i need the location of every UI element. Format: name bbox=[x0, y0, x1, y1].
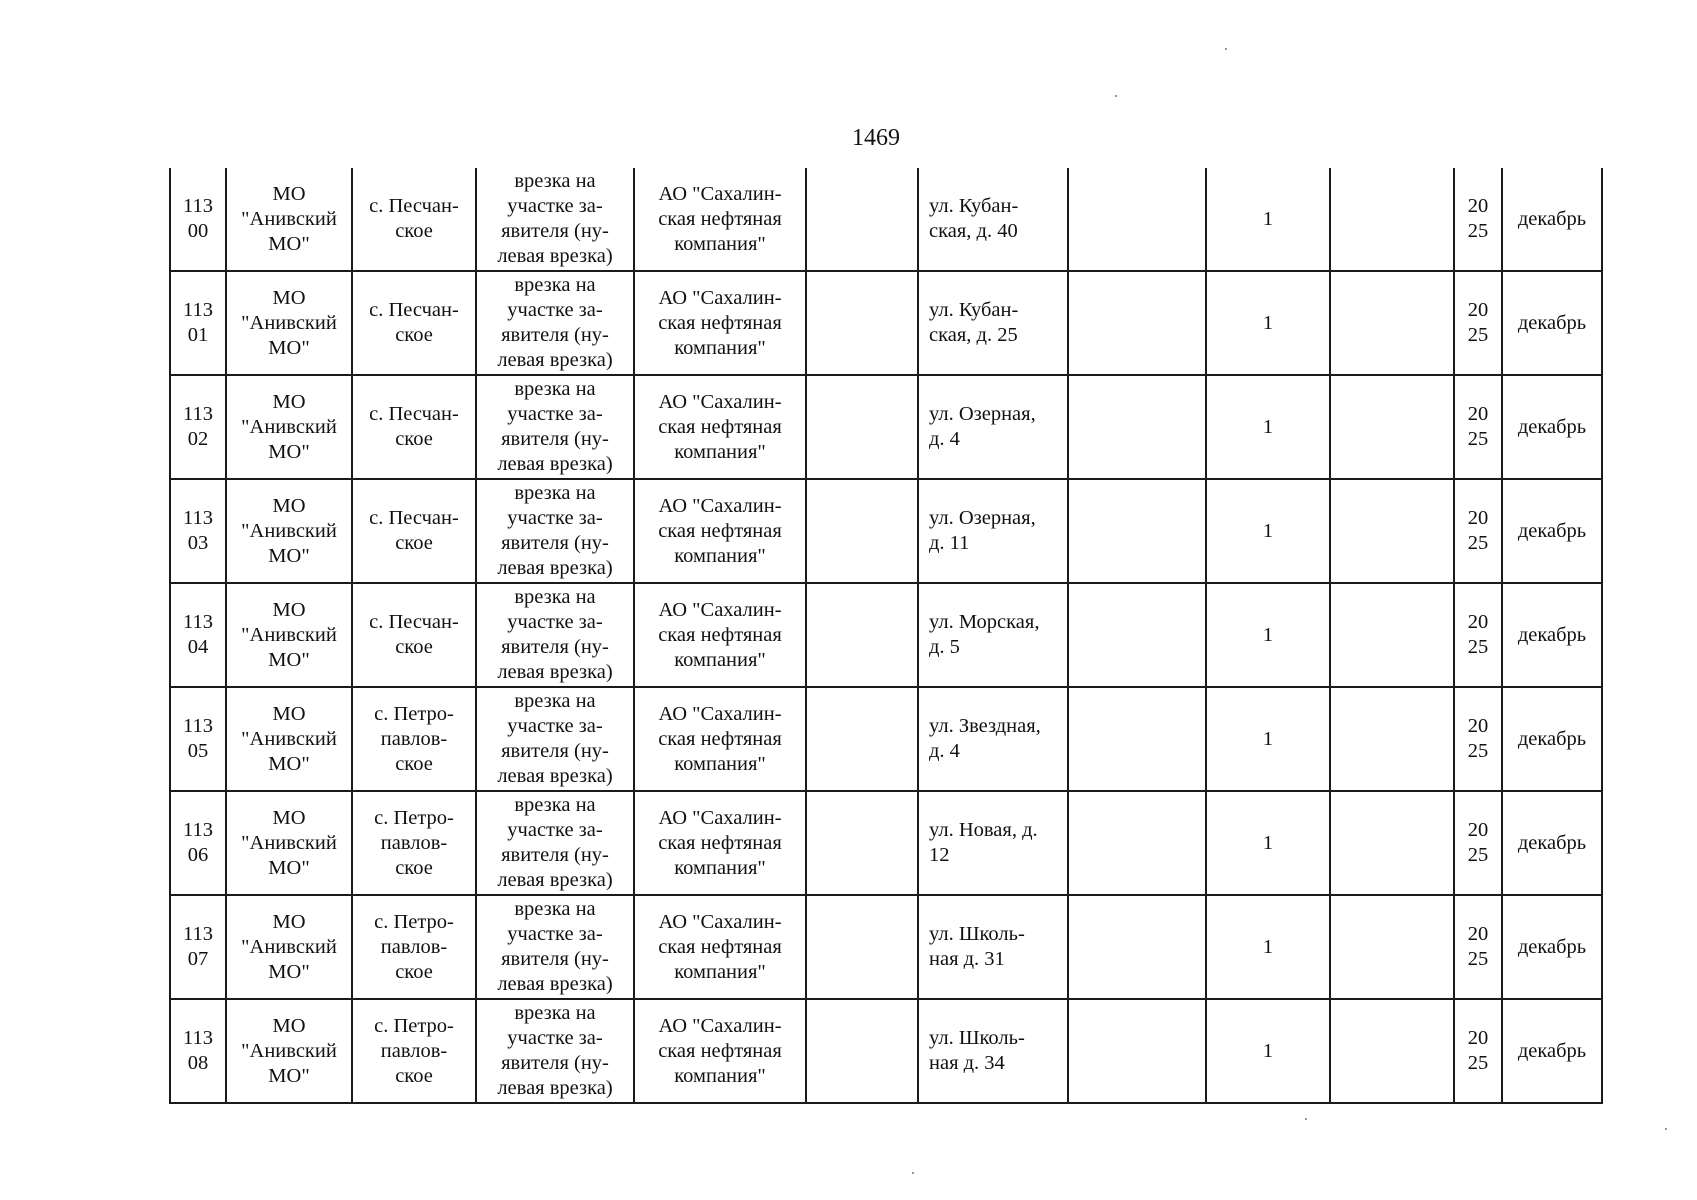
quantity-cell: 1 bbox=[1206, 375, 1330, 479]
connection-type-cell: врезка на участке за- явителя (ну- левая врезка) bbox=[476, 375, 634, 479]
year-cell: 20 25 bbox=[1454, 583, 1502, 687]
connection-type-cell: врезка на участке за- явителя (ну- левая врезка) bbox=[476, 479, 634, 583]
empty-cell bbox=[1068, 895, 1206, 999]
row-number-cell: 113 00 bbox=[170, 168, 226, 271]
address-cell: ул. Кубан- ская, д. 40 bbox=[918, 168, 1068, 271]
quantity-cell: 1 bbox=[1206, 271, 1330, 375]
settlement-cell: с. Петро- павлов- ское bbox=[352, 687, 476, 791]
company-cell: АО "Сахалин- ская нефтяная компания" bbox=[634, 895, 806, 999]
municipality-cell: МО "Анивский МО" bbox=[226, 687, 352, 791]
empty-cell bbox=[1068, 999, 1206, 1103]
company-cell: АО "Сахалин- ская нефтяная компания" bbox=[634, 375, 806, 479]
table-body bbox=[170, 168, 1602, 1103]
company-cell: АО "Сахалин- ская нефтяная компания" bbox=[634, 999, 806, 1103]
table-row bbox=[170, 687, 1602, 791]
table-row bbox=[170, 895, 1602, 999]
table-row bbox=[170, 375, 1602, 479]
empty-cell bbox=[806, 271, 918, 375]
row-number-cell: 113 08 bbox=[170, 999, 226, 1103]
scan-speck bbox=[1225, 48, 1227, 50]
company-cell: АО "Сахалин- ская нефтяная компания" bbox=[634, 791, 806, 895]
year-cell: 20 25 bbox=[1454, 168, 1502, 271]
quantity-cell: 1 bbox=[1206, 168, 1330, 271]
empty-cell bbox=[1330, 791, 1454, 895]
empty-cell bbox=[806, 687, 918, 791]
quantity-cell: 1 bbox=[1206, 791, 1330, 895]
municipality-cell: МО "Анивский МО" bbox=[226, 791, 352, 895]
address-cell: ул. Озерная, д. 11 bbox=[918, 479, 1068, 583]
empty-cell bbox=[1330, 583, 1454, 687]
quantity-cell: 1 bbox=[1206, 687, 1330, 791]
empty-cell bbox=[1330, 375, 1454, 479]
empty-cell bbox=[1330, 271, 1454, 375]
empty-cell bbox=[806, 583, 918, 687]
municipality-cell: МО "Анивский МО" bbox=[226, 168, 352, 271]
month-cell: декабрь bbox=[1502, 999, 1602, 1103]
settlement-cell: с. Песчан- ское bbox=[352, 375, 476, 479]
year-cell: 20 25 bbox=[1454, 687, 1502, 791]
empty-cell bbox=[806, 375, 918, 479]
empty-cell bbox=[806, 168, 918, 271]
company-cell: АО "Сахалин- ская нефтяная компания" bbox=[634, 271, 806, 375]
month-cell: декабрь bbox=[1502, 687, 1602, 791]
address-cell: ул. Новая, д. 12 bbox=[918, 791, 1068, 895]
municipality-cell: МО "Анивский МО" bbox=[226, 375, 352, 479]
page-number: 1469 bbox=[852, 125, 900, 151]
table-row bbox=[170, 271, 1602, 375]
connection-type-cell: врезка на участке за- явителя (ну- левая врезка) bbox=[476, 687, 634, 791]
row-number-cell: 113 07 bbox=[170, 895, 226, 999]
municipality-cell: МО "Анивский МО" bbox=[226, 999, 352, 1103]
municipality-cell: МО "Анивский МО" bbox=[226, 271, 352, 375]
month-cell: декабрь bbox=[1502, 895, 1602, 999]
address-cell: ул. Морская, д. 5 bbox=[918, 583, 1068, 687]
year-cell: 20 25 bbox=[1454, 271, 1502, 375]
empty-cell bbox=[1330, 687, 1454, 791]
table-row bbox=[170, 168, 1602, 271]
connection-type-cell: врезка на участке за- явителя (ну- левая врезка) bbox=[476, 271, 634, 375]
empty-cell bbox=[806, 791, 918, 895]
year-cell: 20 25 bbox=[1454, 375, 1502, 479]
connection-type-cell: врезка на участке за- явителя (ну- левая врезка) bbox=[476, 168, 634, 271]
address-cell: ул. Школь- ная д. 31 bbox=[918, 895, 1068, 999]
table-row bbox=[170, 999, 1602, 1103]
empty-cell bbox=[1068, 791, 1206, 895]
row-number-cell: 113 02 bbox=[170, 375, 226, 479]
quantity-cell: 1 bbox=[1206, 479, 1330, 583]
year-cell: 20 25 bbox=[1454, 479, 1502, 583]
company-cell: АО "Сахалин- ская нефтяная компания" bbox=[634, 479, 806, 583]
empty-cell bbox=[1330, 999, 1454, 1103]
empty-cell bbox=[1330, 168, 1454, 271]
connection-type-cell: врезка на участке за- явителя (ну- левая врезка) bbox=[476, 895, 634, 999]
empty-cell bbox=[806, 895, 918, 999]
address-cell: ул. Школь- ная д. 34 bbox=[918, 999, 1068, 1103]
connection-type-cell: врезка на участке за- явителя (ну- левая врезка) bbox=[476, 791, 634, 895]
table-row bbox=[170, 479, 1602, 583]
table-row bbox=[170, 791, 1602, 895]
table-row bbox=[170, 583, 1602, 687]
year-cell: 20 25 bbox=[1454, 999, 1502, 1103]
connection-schedule-table bbox=[169, 168, 1603, 1104]
year-cell: 20 25 bbox=[1454, 791, 1502, 895]
connection-type-cell: врезка на участке за- явителя (ну- левая врезка) bbox=[476, 583, 634, 687]
row-number-cell: 113 05 bbox=[170, 687, 226, 791]
empty-cell bbox=[806, 479, 918, 583]
settlement-cell: с. Песчан- ское bbox=[352, 479, 476, 583]
municipality-cell: МО "Анивский МО" bbox=[226, 583, 352, 687]
settlement-cell: с. Петро- павлов- ское bbox=[352, 791, 476, 895]
connection-type-cell: врезка на участке за- явителя (ну- левая врезка) bbox=[476, 999, 634, 1103]
empty-cell bbox=[1068, 271, 1206, 375]
quantity-cell: 1 bbox=[1206, 895, 1330, 999]
empty-cell bbox=[1330, 895, 1454, 999]
settlement-cell: с. Петро- павлов- ское bbox=[352, 999, 476, 1103]
empty-cell bbox=[1068, 687, 1206, 791]
scan-speck bbox=[1665, 1128, 1667, 1130]
row-number-cell: 113 06 bbox=[170, 791, 226, 895]
month-cell: декабрь bbox=[1502, 583, 1602, 687]
municipality-cell: МО "Анивский МО" bbox=[226, 479, 352, 583]
empty-cell bbox=[806, 999, 918, 1103]
settlement-cell: с. Песчан- ское bbox=[352, 271, 476, 375]
settlement-cell: с. Песчан- ское bbox=[352, 168, 476, 271]
company-cell: АО "Сахалин- ская нефтяная компания" bbox=[634, 583, 806, 687]
empty-cell bbox=[1068, 375, 1206, 479]
month-cell: декабрь bbox=[1502, 271, 1602, 375]
month-cell: декабрь bbox=[1502, 168, 1602, 271]
scan-speck bbox=[1305, 1118, 1307, 1120]
empty-cell bbox=[1330, 479, 1454, 583]
row-number-cell: 113 03 bbox=[170, 479, 226, 583]
scan-speck bbox=[912, 1172, 914, 1174]
address-cell: ул. Звездная, д. 4 bbox=[918, 687, 1068, 791]
quantity-cell: 1 bbox=[1206, 999, 1330, 1103]
address-cell: ул. Кубан- ская, д. 25 bbox=[918, 271, 1068, 375]
empty-cell bbox=[1068, 583, 1206, 687]
row-number-cell: 113 04 bbox=[170, 583, 226, 687]
month-cell: декабрь bbox=[1502, 791, 1602, 895]
row-number-cell: 113 01 bbox=[170, 271, 226, 375]
address-cell: ул. Озерная, д. 4 bbox=[918, 375, 1068, 479]
municipality-cell: МО "Анивский МО" bbox=[226, 895, 352, 999]
scan-speck bbox=[1115, 95, 1117, 97]
settlement-cell: с. Песчан- ское bbox=[352, 583, 476, 687]
empty-cell bbox=[1068, 168, 1206, 271]
month-cell: декабрь bbox=[1502, 479, 1602, 583]
company-cell: АО "Сахалин- ская нефтяная компания" bbox=[634, 168, 806, 271]
year-cell: 20 25 bbox=[1454, 895, 1502, 999]
month-cell: декабрь bbox=[1502, 375, 1602, 479]
empty-cell bbox=[1068, 479, 1206, 583]
quantity-cell: 1 bbox=[1206, 583, 1330, 687]
company-cell: АО "Сахалин- ская нефтяная компания" bbox=[634, 687, 806, 791]
settlement-cell: с. Петро- павлов- ское bbox=[352, 895, 476, 999]
